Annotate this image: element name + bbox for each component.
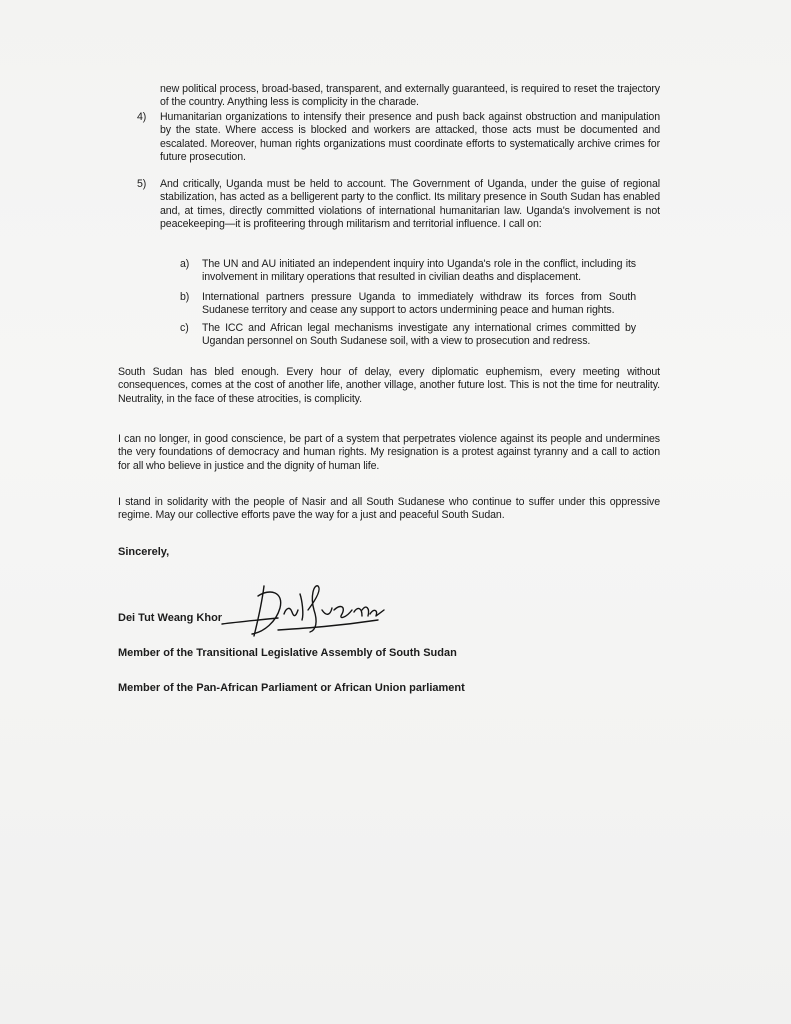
list-number: 5) <box>137 178 147 190</box>
signatory-name: Dei Tut Weang Khor <box>118 612 223 624</box>
title-transitional-assembly: Member of the Transitional Legislative Assembly of South Sudan <box>118 647 457 659</box>
sub-number: c) <box>180 322 189 334</box>
sub-text: The ICC and African legal mechanisms investigate any international crimes committed by Ugandan personnel on South Sudanese soil, with a view to prosecution and redress. <box>202 322 636 348</box>
list-text: And critically, Uganda must be held to account. The Government of Uganda, under the guise of regional stabilization, has acted as a belligerent party to the conflict. Its military presence in South Sudan has enabled and, at times, directly committed violations of international humanitarian law. Uganda's involvement is not peacekeeping—it is profiteering through militarism and territorial influence. I call on: <box>160 178 660 231</box>
sub-item-c <box>180 322 636 349</box>
sub-item-b <box>180 291 636 318</box>
title-pan-african-parliament: Member of the Pan-African Parliament or African Union parliament <box>118 682 465 694</box>
sub-number: a) <box>180 258 190 270</box>
continuation-paragraph: new political process, broad-based, transparent, and externally guaranteed, is required to reset the trajectory of the country. Anything less is complicity in the charade. <box>160 83 660 109</box>
list-item-4 <box>137 111 660 165</box>
sub-number: b) <box>180 291 190 303</box>
paragraph-solidarity: I stand in solidarity with the people of Nasir and all South Sudanese who continue to suffer under this oppressive regime. May our collective efforts pave the way for a just and peaceful South Sudan. <box>118 496 660 522</box>
closing-salutation: Sincerely, <box>118 546 170 558</box>
sub-item-a <box>180 258 636 285</box>
paragraph-resignation: I can no longer, in good conscience, be part of a system that perpetrates violence against its people and undermines the very foundations of democracy and human rights. My resignation is a protest against tyranny and a call to action for all who believe in justice and the dignity of human life. <box>118 433 660 472</box>
handwritten-signature <box>218 580 388 640</box>
list-number: 4) <box>137 111 147 123</box>
list-text: Humanitarian organizations to intensify their presence and push back against obstruction and manipulation by the state. Where access is blocked and workers are attacked, those acts must be documented and escalated. Moreover, human rights organizations must coordinate efforts to systematically archive crimes for future prosecution. <box>160 111 660 164</box>
paragraph-bled-enough: South Sudan has bled enough. Every hour of delay, every diplomatic euphemism, every meeting without consequences, comes at the cost of another life, another village, another future lost. This is not the time for neutrality. Neutrality, in the face of these atrocities, is complicity. <box>118 366 660 405</box>
sub-text: The UN and AU initiated an independent inquiry into Uganda's role in the conflict, including its involvement in military operations that resulted in civilian deaths and displacement. <box>202 258 636 284</box>
sub-text: International partners pressure Uganda to immediately withdraw its forces from South Sudanese territory and cease any support to actors undermining peace and human rights. <box>202 291 636 317</box>
list-item-5 <box>137 178 660 232</box>
